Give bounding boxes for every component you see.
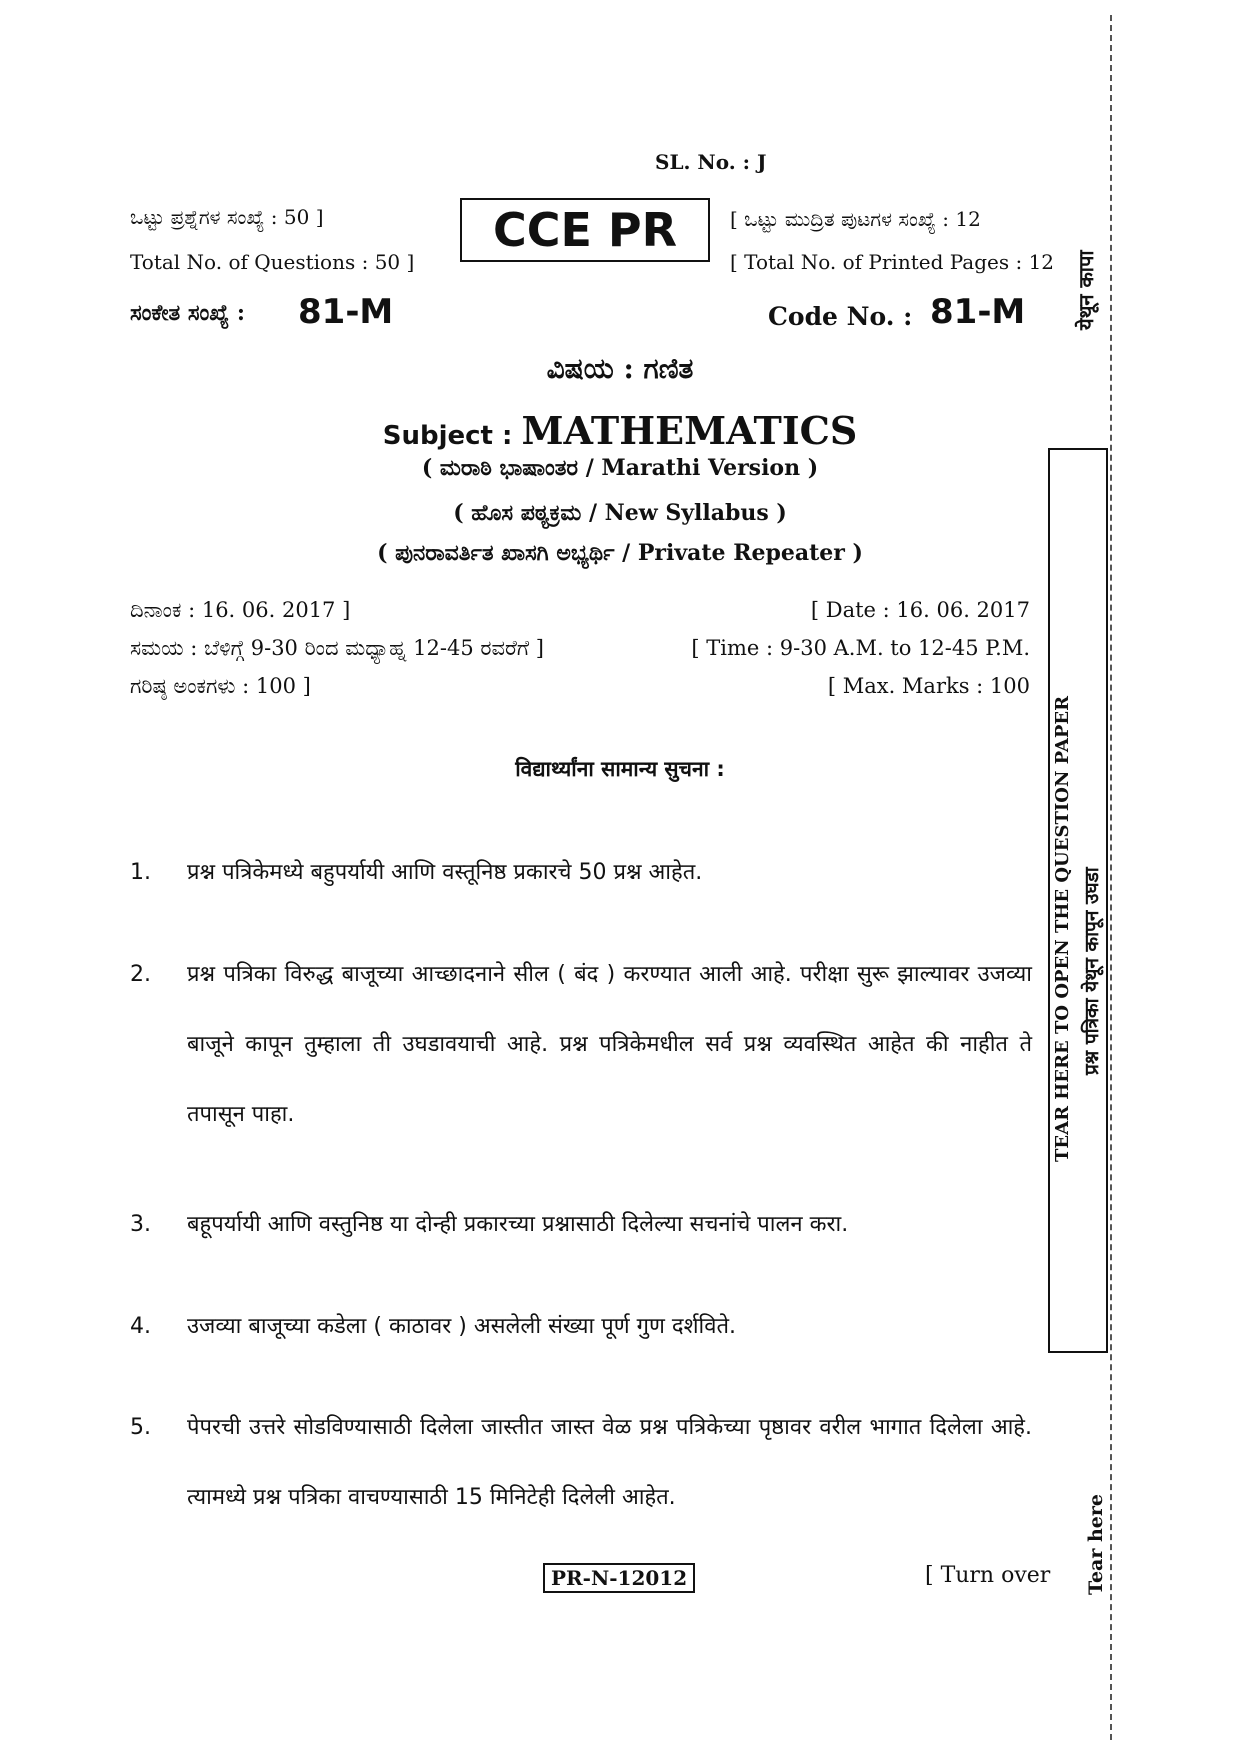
instructions-heading: विद्यार्थ्यांना सामान्य सुचना :	[515, 757, 725, 781]
exam-type-box: CCE PR	[460, 198, 710, 262]
en-code-value: 81-M	[930, 292, 1026, 332]
subject-value: MATHEMATICS	[521, 408, 858, 453]
candidate-type: ( ಪುನರಾವರ್ತಿತ ಖಾಸಗಿ ಅಭ್ಯರ್ಥಿ / Private Repeater )	[377, 540, 863, 566]
kn-code-value: 81-M	[298, 292, 394, 332]
date-kannada: ದಿನಾಂಕ : 16. 06. 2017 ]	[130, 598, 351, 622]
instruction-text: पेपरची उत्तरे सोडविण्यासाठी दिलेला जास्तीत जास्त वेळ प्रश्न पत्रिकेच्या पृष्ठावर वरील भागात दिलेला आहे. त्यामध्ये प्रश्न पत्रिका वाचण्यासाठी 15 मिनिटेही दिलेली आहेत.	[187, 1415, 1032, 1510]
tear-instruction-marathi: प्रश्न पत्रिका येथून कापून उघडा	[1081, 867, 1103, 1075]
tear-line	[1110, 15, 1112, 1740]
tear-here-label: Tear here	[1085, 1494, 1107, 1595]
instruction-text: प्रश्न पत्रिकेमध्ये बहुपर्यायी आणि वस्तूनिष्ठ प्रकारचे 50 प्रश्न आहेत.	[187, 860, 703, 885]
kn-total-questions: ಒಟ್ಟು ಪ್ರಶ್ನೆಗಳ ಸಂಖ್ಯೆ : 50 ]	[130, 205, 324, 229]
kn-code-label: ಸಂಕೇತ ಸಂಖ್ಯೆ :	[130, 300, 246, 326]
marks-kannada: ಗರಿಷ್ಠ ಅಂಕಗಳು : 100 ]	[130, 674, 311, 698]
syllabus-type: ( ಹೊಸ ಪಠ್ಯಕ್ರಮ / New Syllabus )	[453, 500, 787, 526]
serial-number: SL. No. : J	[655, 150, 767, 174]
instruction-text: उजव्या बाजूच्या कडेला ( काठावर ) असलेली संख्या पूर्ण गुण दर्शविते.	[187, 1314, 737, 1339]
time-kannada: ಸಮಯ : ಬೆಳಿಗ್ಗೆ 9-30 ರಿಂದ ಮಧ್ಯಾಹ್ನ 12-45 ರವರೆಗೆ ]	[130, 636, 544, 660]
tear-instruction-english: TEAR HERE TO OPEN THE QUESTION PAPER	[1052, 695, 1073, 1162]
en-total-questions: Total No. of Questions : 50 ]	[130, 250, 415, 274]
instruction-text: बहूपर्यायी आणि वस्तुनिष्ठ या दोन्ही प्रकारच्या प्रश्नासाठी दिलेल्या सचनांचे पालन करा.	[187, 1212, 849, 1237]
time-english: [ Time : 9-30 A.M. to 12-45 P.M.	[691, 636, 1030, 660]
language-version: ( ಮರಾಠಿ ಭಾಷಾಂತರ / Marathi Version )	[421, 455, 819, 481]
instruction-number: 5.	[130, 1415, 151, 1440]
subject-kannada: ವಿಷಯ : ಗಣಿತ	[546, 352, 694, 385]
instruction-number: 4.	[130, 1314, 151, 1339]
cut-here-label: येथून कापा	[1074, 250, 1098, 330]
turn-over-note: [ Turn over	[925, 1563, 1051, 1588]
instruction-text: प्रश्न पत्रिका विरुद्ध बाजूच्या आच्छादनाने सील ( बंद ) करण्यात आली आहे. परीक्षा सुरू झाल्यावर उजव्या बाजूने कापून तुम्हाला ती उघडावयाची आहे. प्रश्न पत्रिकेमधील सर्व प्रश्न व्यवस्थित आहेत की नाहीत ते तपासून पाहा.	[187, 962, 1032, 1127]
instruction-number: 2.	[130, 962, 151, 987]
instruction-number: 3.	[130, 1212, 151, 1237]
date-english: [ Date : 16. 06. 2017	[810, 598, 1030, 622]
subject-english	[120, 408, 1120, 453]
marks-english: [ Max. Marks : 100	[827, 674, 1030, 698]
instruction-number: 1.	[130, 860, 151, 885]
en-total-pages: [ Total No. of Printed Pages : 12	[730, 250, 1055, 274]
subject-label: Subject :	[382, 421, 522, 451]
kn-total-pages: [ ಒಟ್ಟು ಮುದ್ರಿತ ಪುಟಗಳ ಸಂಖ್ಯೆ : 12	[730, 207, 981, 231]
en-code-label: Code No. :	[768, 302, 913, 331]
paper-code: PR-N-12012	[543, 1563, 695, 1593]
